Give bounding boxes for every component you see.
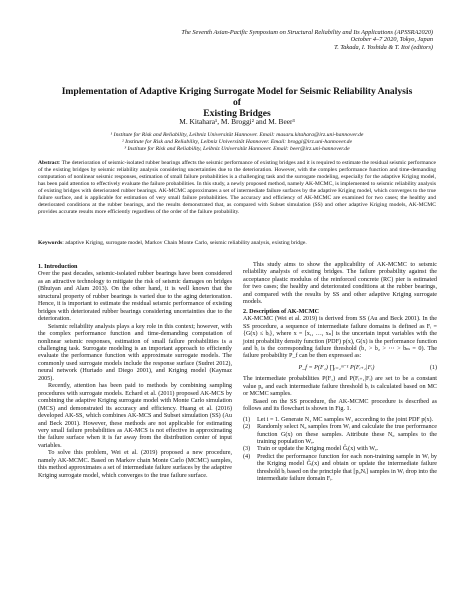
abstract-text: : The deterioration of seismic-isolated rubber bearings affects the seismic performance of existing bridges and it is required to estimate the residual seismic performance of the existing bridges by seismic reliability analysis considering uncertainties due to the deterioration. However, with the complex performance function and time-demanding computation of nonlinear seismic responses, estimation of small failure probabilities is a challenging task and the surrogate modeling, especially for the adaptive Kriging model, has been paid attention to effectively evaluate the failure probabilities. In this study, a newly proposed method, namely AK-MCMC, is implemented to seismic reliability analysis of existing bridges with deteriorated rubber bearings. AK-MCMC approximates a set of intermediate failure surfaces by the adaptive Kriging model, which converges to the true failure surface, and is applicable for estimation of very small failure probabilities. The accuracy and efficiency of AK-MCMC are examined for two cases; the healthy and deteriorated conditions at the rubber bearings, and the results demonstrated that, as compared with Subset simulation (SS) and other adaptive Kriging models, AK-MCMC provides accurate results more efficiently regardless of the order of the failure probability. <box>38 160 436 215</box>
paragraph: Recently, attention has been paid to methods by combining sampling procedures with surrogate models. Echard et al. (2011) proposed AK-MCS by combining the adaptive Kriging surrogate model with Monte Carlo simulation (MCS) and demonstrated its accuracy and efficiency. Huang et al. (2016) developed AK-SS, which combines AK-MCS and Subset simulation (SS) (Au and Beck 2001). However, these methods are not applicable for estimating very small failure probabilities as AK-MCS is not effective in approximating the failure surface when it is far away from the distribution center of input variables. <box>38 383 232 449</box>
left-column <box>38 262 232 480</box>
paragraph: This study aims to show the applicability of AK-MCMC to seismic reliability analysis of existing bridges. The failure probability against the acceptance plastic modulus of the reinforced concrete (RC) pier is estimated for two cases; the healthy and deteriorated conditions at the rubber bearings, and compared with the results by SS and other adaptive Kriging surrogate models. <box>243 262 437 306</box>
affiliation-1: ¹ Institute for Risk and Reliability, Leibniz Universität Hannover. Email: masaru.kitahara@irz.uni-hannover.de <box>110 132 364 138</box>
conference-name: The Seventh Asian-Pacific Symposium on Structural Reliability and Its Applications (APSSRA2020) <box>181 29 433 36</box>
equation-number: (1) <box>429 364 437 371</box>
paper-title <box>60 86 414 119</box>
affiliation-3: ³ Institute for Risk and Reliability, Leibniz Universität Hannover. Email: beer@irz.uni-hannover.de <box>124 146 350 152</box>
paper-authors: M. Kitahara¹, M. Broggi² and M. Beer³ <box>179 117 295 126</box>
paragraph: The intermediate probabilities P(F₁) and P(Fᵢ₊₁|Fᵢ) are set to be a constant value p₀ and each intermediate failure threshold bᵢ is calculated based on MC or MCMC samples. <box>243 376 437 398</box>
paper-title-line-1: Implementation of Adaptive Kriging Surrogate Model for Seismic Reliability Analysis of <box>61 86 413 108</box>
procedure-steps <box>243 417 437 484</box>
paragraph: Based on the SS procedure, the AK-MCMC procedure is described as follows and its flowchart is shown in Fig. 1. <box>243 398 437 413</box>
abstract <box>38 160 436 216</box>
affiliations <box>60 132 414 153</box>
keywords-label: Keywords <box>38 240 63 246</box>
step-text: Randomly select N₀ samples from Wᵢ and calculate the true performance function G(x) on these samples. Attribute these N₀ samples to the training population Wₑ. <box>257 424 437 445</box>
step-text: Let i = 1. Generate N₁ MC samples W₁ according to the joint PDF p(x). <box>257 416 434 423</box>
paragraph: Seismic reliability analysis plays a key role in this context; however, with the complex performance function and time-demanding computation of nonlinear seismic responses, estimation of small failure probabilities is a challenging task. Surrogate modeling is an important approach to efficiently evaluate the performance function with approximate surrogate models. The commonly used surrogate models include the response surface (Sudret 2012), neural network (Hurtado and Diego 2001), and Kriging model (Kaymaz 2005). <box>38 323 232 382</box>
conference-header <box>133 29 433 51</box>
right-column <box>243 262 437 484</box>
step-number: (3) <box>243 446 251 453</box>
affiliation-2: ² Institute for Risk and Reliability, Leibniz Universität Hannover. Email: broggi@irz.uni-hannover.de <box>121 139 353 145</box>
keywords <box>38 240 436 247</box>
conference-date-location: October 4–7 2020, Tokyo, Japan <box>350 36 433 44</box>
step-number: (2) <box>243 424 251 431</box>
step-number: (1) <box>243 416 251 423</box>
paragraph: Over the past decades, seismic-isolated rubber bearings have been considered as an attractive technology to mitigate the risk of seismic damages on bridges (Bhuiyan and Alam 2013). On the other hand, it is well known that the structural property of rubber bearings is varied due to the aging deterioration. Hence, it is important to estimate the residual seismic performance of existing bridges with deteriorated rubber bearings considering uncertainties due to the deterioration. <box>38 271 232 323</box>
section-heading-description: 2. Description of AK-MCMC <box>243 308 320 315</box>
list-item <box>243 454 437 484</box>
abstract-label: Abstract <box>38 160 59 166</box>
equation: P_f = P(F₁) ∏ᵢ₌₁ᵐ⁻¹ P(Fᵢ₊₁|Fᵢ) <box>298 364 375 371</box>
step-text: Train or update the Kriging model Ĝᵢ(x) with Wₑ. <box>257 446 379 453</box>
list-item <box>243 424 437 446</box>
paper-title-line-2: Existing Bridges <box>203 108 271 119</box>
keywords-text: : adaptive Kriging, surrogate model, Markov Chain Monte Carlo, seismic reliability analysis, existing bridge. <box>62 240 307 246</box>
list-item <box>243 446 437 453</box>
list-item <box>243 417 437 424</box>
step-number: (4) <box>243 453 251 460</box>
paragraph: To solve this problem, Wei et al. (2019) proposed a new procedure, namely AK-MCMC. Based on Markov chain Monte Carlo (MCMC) samples, this method approximates a set of intermediate failure surfaces by the adaptive Kriging surrogate model, which converges to the true failure surface. <box>38 450 232 479</box>
step-text: Predict the performance function for each non-training sample in Wᵢ by the Kriging model Ĝᵢ(x) and obtain or update the intermediate failure threshold bᵢ based on the principle that [p₀Nᵢ] samples in Wᵢ drop into the intermediate failure domain Fᵢ. <box>257 453 437 483</box>
equation-block <box>243 365 437 372</box>
paragraph: AK-MCMC (Wei et al. 2019) is derived from SS (Au and Beck 2001). In the SS procedure, a sequence of intermediate failure domains is defined as Fᵢ = {G(x) ≤ bᵢ}, where x = [x₁, …, xₙ] is the uncertain input variables with the joint probability density function (PDF) p(x), G(x) is the performance function and bᵢ is the corresponding failure threshold (b₁ > b₂ > ⋯ > bₘ = 0). The failure probability P_f can be then expressed as: <box>243 316 437 360</box>
section-heading-introduction: 1. Introduction <box>38 264 78 270</box>
conference-editors: T. Takada, I. Yoshida & T. Itoi (editors) <box>334 43 433 51</box>
